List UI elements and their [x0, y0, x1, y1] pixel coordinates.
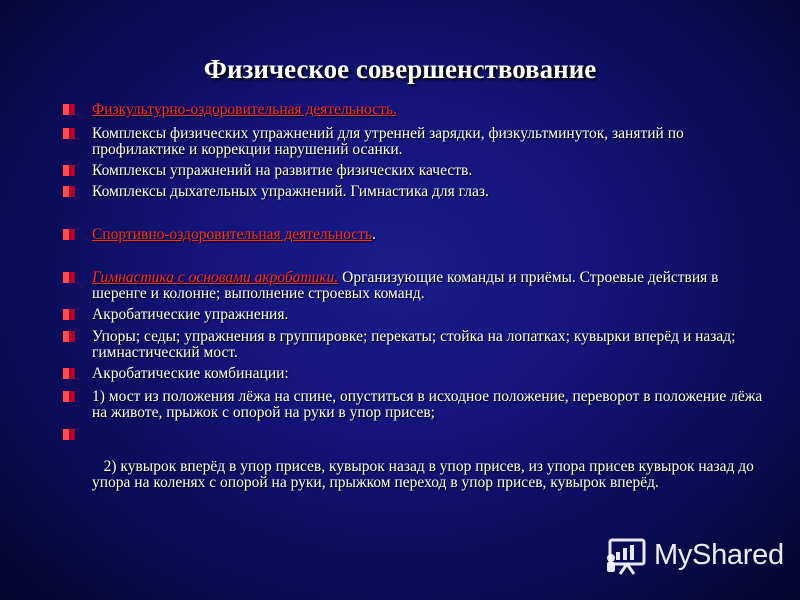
bullet-item — [92, 163, 772, 179]
square-bullet-icon — [63, 104, 75, 115]
square-bullet-icon — [63, 429, 75, 440]
presentation-board-icon — [604, 536, 650, 576]
square-bullet-icon — [63, 128, 75, 139]
item-text: Организующие команды и приёмы. Строевые действия в шеренге и колонне; выполнение строевых команд. — [92, 269, 719, 302]
bullet-item — [92, 366, 772, 382]
bullet-item — [92, 184, 772, 200]
square-bullet-icon — [63, 272, 75, 283]
logo-text: MyShared — [654, 539, 784, 571]
item-text: Комплексы физических упражнений для утренней зарядки, физкультминуток, занятий по профилактике и коррекции нарушений осанки. — [92, 125, 684, 158]
item-text: . — [372, 226, 376, 243]
section-heading-sport: Спортивно-оздоровительная деятельность — [92, 226, 373, 243]
bullet-item — [92, 307, 772, 323]
square-bullet-icon — [63, 368, 75, 379]
square-bullet-icon — [63, 331, 75, 342]
item-text: Упоры; седы; упражнения в группировке; перекаты; стойка на лопатках; кувырки вперёд и назад; гимнастический мост. — [92, 328, 736, 361]
square-bullet-icon — [63, 186, 75, 197]
item-text: Акробатические комбинации: — [92, 365, 289, 382]
slide-title: Физическое совершенствование — [203, 54, 597, 84]
square-bullet-icon — [63, 165, 75, 176]
bullet-item — [92, 102, 772, 118]
bullet-item — [92, 389, 772, 421]
item-text: Комплексы дыхательных упражнений. Гимнастика для глаз. — [92, 183, 489, 200]
bullet-item — [92, 227, 772, 243]
item-text: Акробатические упражнения. — [92, 306, 289, 323]
bullet-item — [92, 427, 772, 491]
item-text: 1) мост из положения лёжа на спине, опуститься в исходное положение, переворот в положение лёжа на животе, прыжок с опорой на руки в упор присев; — [92, 388, 763, 421]
square-bullet-icon — [63, 309, 75, 320]
bullet-item — [92, 270, 772, 302]
section-heading-fitness: Физкультурно-оздоровительная деятельность. — [92, 101, 397, 118]
bullet-item — [92, 329, 772, 361]
square-bullet-icon — [63, 229, 75, 240]
item-text: Комплексы упражнений на развитие физических качеств. — [92, 162, 473, 179]
section-heading-gymnastics: Гимнастика с основами акробатики. — [92, 269, 339, 286]
bullet-item — [92, 126, 772, 158]
square-bullet-icon — [63, 391, 75, 402]
item-text: 2) кувырок вперёд в упор присев, кувырок назад в упор присев, из упора присев кувырок назад до упора на коленях с опорой на руки, прыжком переход в упор присев, кувырок вперёд. — [92, 458, 758, 491]
